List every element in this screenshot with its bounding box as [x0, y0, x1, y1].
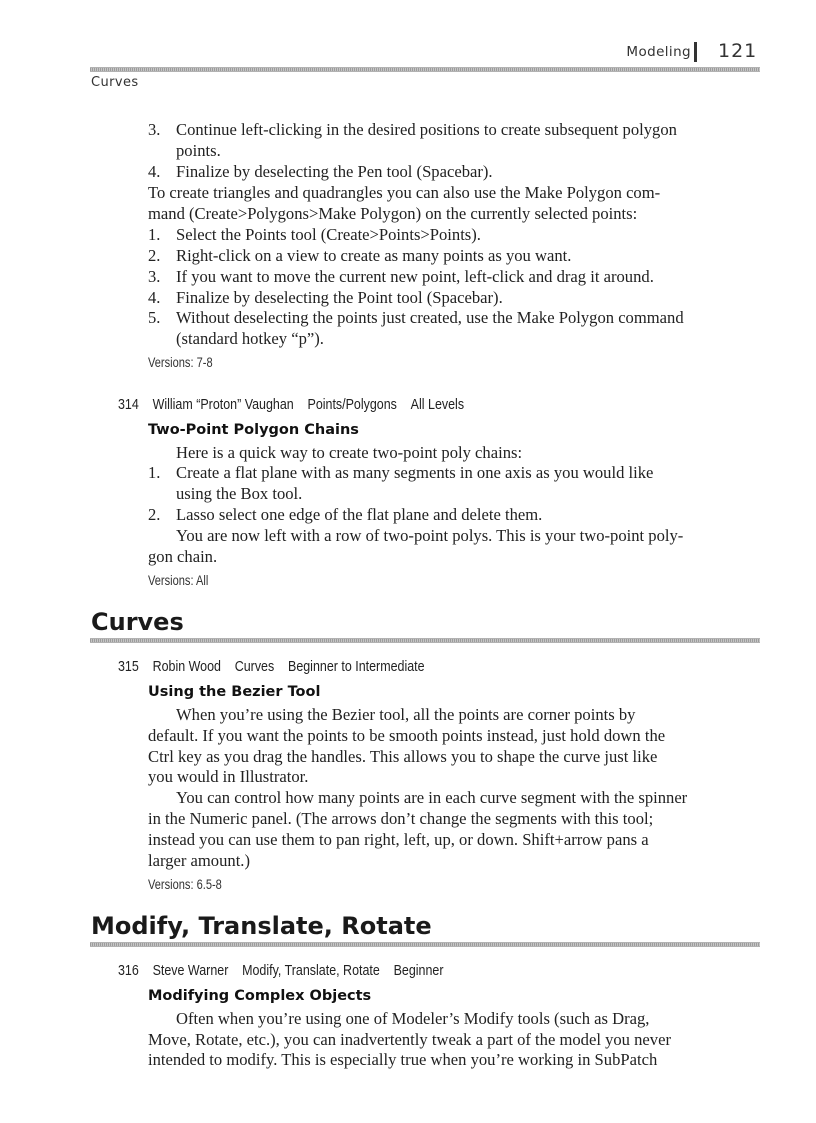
- paragraph-line: intended to modify. This is especially true when you’re working in SubPatch: [148, 1050, 658, 1069]
- list-item-text: Finalize by deselecting the Pen tool (Spacebar).: [176, 162, 493, 181]
- list-number: 4.: [148, 288, 161, 307]
- list-item-text: Finalize by deselecting the Point tool (Spacebar).: [176, 288, 503, 307]
- paragraph-line: To create triangles and quadrangles you can also use the Make Polygon com-: [148, 183, 661, 202]
- list-number: 3.: [148, 120, 161, 139]
- running-head-divider: [694, 42, 697, 62]
- tip-header: [118, 963, 457, 979]
- tip-number: 314: [118, 397, 139, 413]
- paragraph-line: Move, Rotate, etc.), you can inadvertently tweak a part of the model you never: [148, 1030, 671, 1049]
- paragraph-line: you would in Illustrator.: [148, 767, 309, 786]
- tip-number: 315: [118, 659, 139, 675]
- section-heading: Curves: [91, 608, 184, 636]
- list-item-text: If you want to move the current new point, left-click and drag it around.: [176, 267, 654, 286]
- tip-title: Two-Point Polygon Chains: [148, 422, 359, 438]
- header-rule: [90, 67, 760, 72]
- tip-category: Modify, Translate, Rotate: [242, 963, 380, 979]
- paragraph-line: instead you can use them to pan right, left, up, or down. Shift+arrow pans a: [148, 830, 649, 849]
- list-item-continuation: points.: [176, 141, 221, 160]
- versions-note: Versions: 6.5-8: [148, 877, 222, 892]
- tip-author: Steve Warner: [152, 963, 229, 979]
- tip-level: Beginner: [393, 963, 444, 979]
- paragraph-line: Often when you’re using one of Modeler’s Modify tools (such as Drag,: [176, 1009, 650, 1028]
- tip-level: Beginner to Intermediate: [287, 659, 425, 675]
- paragraph-line: in the Numeric panel. (The arrows don’t change the segments with this tool;: [148, 809, 654, 828]
- list-number: 1.: [148, 225, 161, 244]
- paragraph-line: larger amount.): [148, 851, 250, 870]
- tip-author: William “Proton” Vaughan: [152, 397, 294, 413]
- list-item-text: Right-click on a view to create as many points as you want.: [176, 246, 572, 265]
- paragraph-line: Here is a quick way to create two-point poly chains:: [176, 443, 523, 462]
- tip-title: Using the Bezier Tool: [148, 684, 321, 700]
- list-number: 2.: [148, 505, 161, 524]
- paragraph-line: gon chain.: [148, 547, 218, 566]
- tip-title: Modifying Complex Objects: [148, 988, 372, 1004]
- tip-author: Robin Wood: [152, 659, 221, 675]
- section-heading: Modify, Translate, Rotate: [91, 912, 432, 940]
- list-number: 5.: [148, 308, 161, 327]
- paragraph-line: You are now left with a row of two-point polys. This is your two-point poly-: [176, 526, 684, 545]
- running-head-section: Modeling: [626, 44, 691, 60]
- tip-category: Curves: [234, 659, 275, 675]
- tip-header: [118, 659, 438, 675]
- list-item-text: Without deselecting the points just created, use the Make Polygon command: [176, 308, 684, 327]
- paragraph-line: You can control how many points are in each curve segment with the spinner: [176, 788, 688, 807]
- tip-level: All Levels: [410, 397, 465, 413]
- versions-note: Versions: 7-8: [148, 355, 213, 370]
- section-rule: [90, 638, 760, 643]
- list-item-continuation: using the Box tool.: [176, 484, 303, 503]
- paragraph-line: Ctrl key as you drag the handles. This allows you to shape the curve just like: [148, 747, 658, 766]
- list-item-text: Create a flat plane with as many segments in one axis as you would like: [176, 463, 654, 482]
- paragraph-line: When you’re using the Bezier tool, all the points are corner points by: [176, 705, 636, 724]
- tip-category: Points/Polygons: [307, 397, 397, 413]
- list-number: 2.: [148, 246, 161, 265]
- section-rule: [90, 942, 760, 947]
- list-number: 4.: [148, 162, 161, 181]
- list-number: 1.: [148, 463, 161, 482]
- tip-header: [118, 397, 478, 413]
- chapter-tag: Curves: [91, 75, 139, 90]
- tip-number: 316: [118, 963, 139, 979]
- versions-note: Versions: All: [148, 573, 209, 588]
- list-item-text: Select the Points tool (Create>Points>Points).: [176, 225, 481, 244]
- paragraph-line: mand (Create>Polygons>Make Polygon) on the currently selected points:: [148, 204, 638, 223]
- list-item-continuation: (standard hotkey “p”).: [176, 329, 324, 348]
- list-item-text: Continue left-clicking in the desired positions to create subsequent polygon: [176, 120, 677, 139]
- list-number: 3.: [148, 267, 161, 286]
- list-item-text: Lasso select one edge of the flat plane and delete them.: [176, 505, 543, 524]
- paragraph-line: default. If you want the points to be smooth points instead, just hold down the: [148, 726, 666, 745]
- page-number: 121: [718, 40, 758, 62]
